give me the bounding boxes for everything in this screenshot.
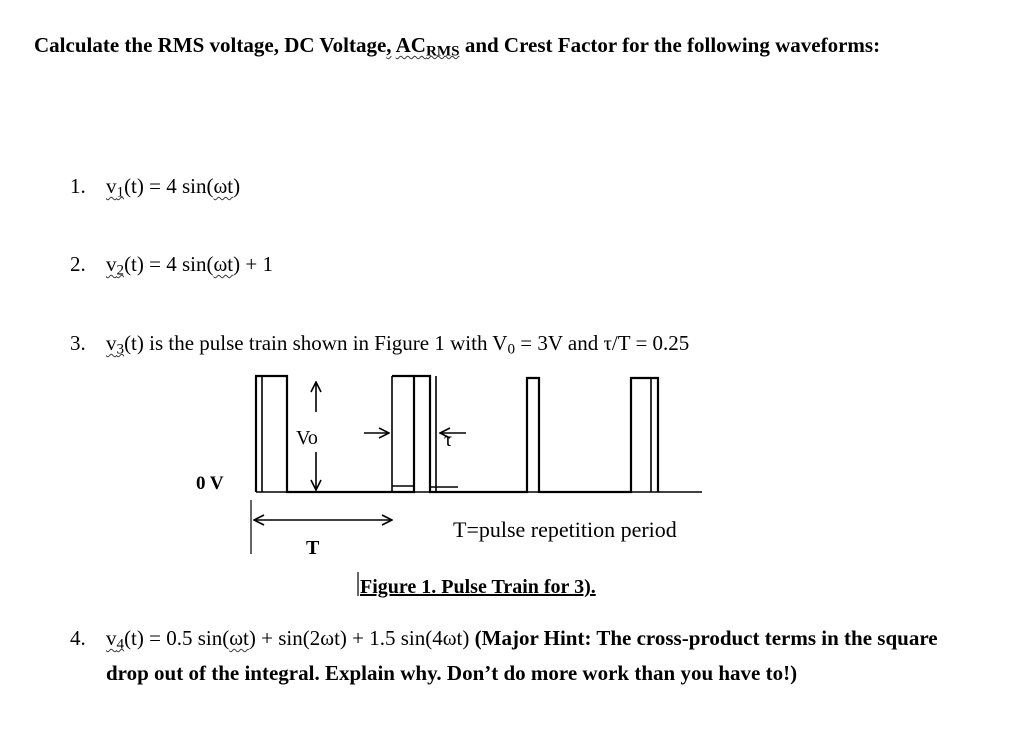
equation-open: (t) = 4 sin( <box>124 174 214 198</box>
heading-acrms <box>395 33 460 60</box>
voltage-symbol <box>106 174 125 201</box>
equation-open: (t) = 0.5 sin( <box>124 626 230 650</box>
pulse-train-figure <box>0 362 1018 622</box>
v-letter: v <box>106 331 117 355</box>
equation-rest: ) + sin(2ωt) + 1.5 sin(4ωt) <box>248 626 475 650</box>
heading-text-part1: Calculate the RMS voltage, DC Voltage <box>34 33 387 57</box>
item3-text-b: = 3V and τ/T = 0.25 <box>515 331 690 355</box>
problem-item-3 <box>70 329 689 364</box>
item4-body <box>106 624 966 688</box>
item3-text-a: (t) is the pulse train shown in Figure 1 with V <box>124 331 508 355</box>
v-letter: v <box>106 626 117 650</box>
assignment-heading <box>34 30 934 66</box>
equation-close: ) + 1 <box>233 252 273 276</box>
figure-caption: Figure 1. Pulse Train for 3). <box>360 576 596 598</box>
zero-volt-label: 0 V <box>196 473 224 494</box>
item-number: 1. <box>70 174 86 198</box>
tau-label: τ <box>444 429 453 451</box>
voltage-symbol <box>106 331 125 358</box>
heading-text-part2: and Crest Factor for the following waveforms: <box>459 33 881 57</box>
v-subscript: 4 <box>116 636 125 653</box>
v-letter: v <box>106 252 117 276</box>
omega-t: ωt <box>213 252 234 276</box>
v0-subscript: 0 <box>507 341 516 358</box>
period-t-label: T <box>306 537 320 559</box>
major-hint: (Major Hint: The cross-product terms in the square drop out of the integral. Explain why. Don’t do more work than you have to!) <box>106 626 938 686</box>
heading-ac: AC <box>395 33 426 57</box>
problem-item-2 <box>70 250 273 285</box>
v-subscript: 3 <box>116 341 125 358</box>
heading-rms-subscript: RMS <box>425 43 460 60</box>
omega-t: ωt <box>229 626 249 650</box>
period-description: T=pulse repetition period <box>453 517 677 542</box>
problem-item-1 <box>70 172 240 207</box>
item-number: 3. <box>70 331 86 355</box>
vo-label: Vo <box>296 427 318 449</box>
omega-t: ωt <box>213 174 234 198</box>
problem-item-4 <box>70 624 970 686</box>
item-number: 4. <box>70 626 86 650</box>
item-number: 2. <box>70 252 86 276</box>
voltage-symbol <box>106 626 125 653</box>
equation-close: ) <box>233 174 241 198</box>
voltage-symbol <box>106 252 125 279</box>
v-letter: v <box>106 174 117 198</box>
heading-comma: , <box>386 33 392 57</box>
equation-open: (t) = 4 sin( <box>124 252 214 276</box>
v-subscript: 2 <box>116 262 125 279</box>
v-subscript: 1 <box>116 184 125 201</box>
